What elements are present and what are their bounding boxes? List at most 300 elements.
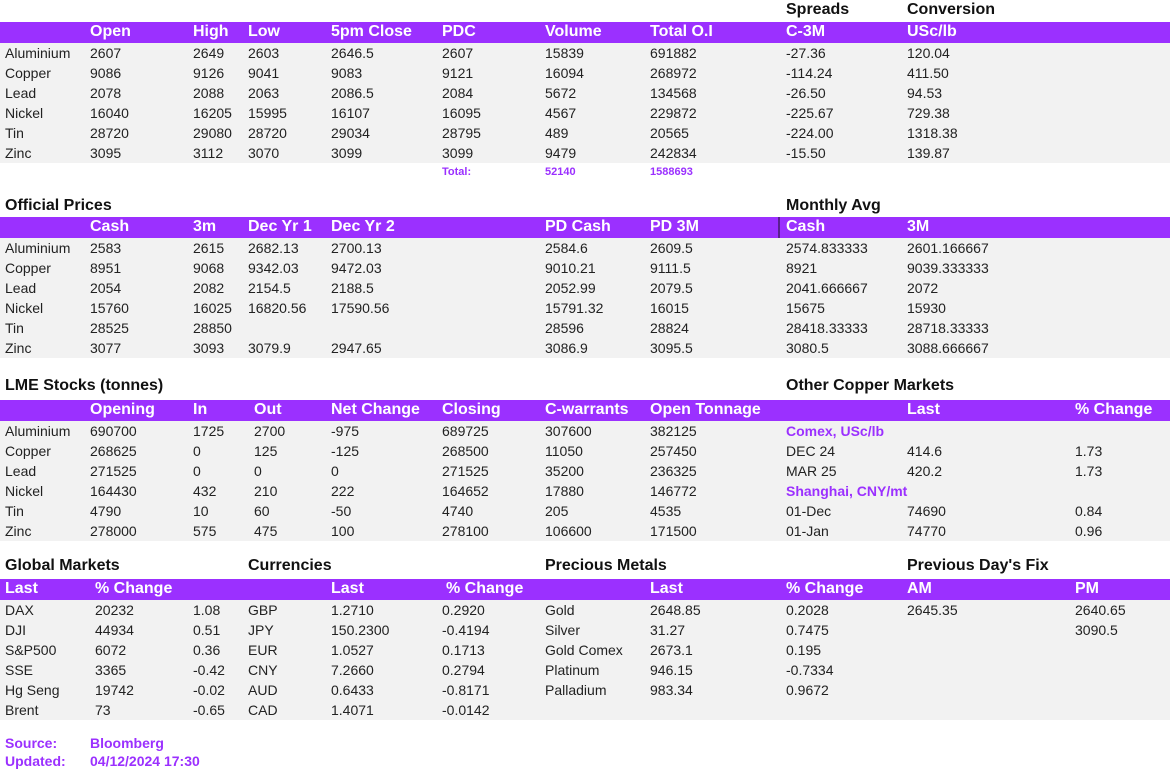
column-header: Last [650, 580, 683, 597]
copper-change: 0.84 [1075, 503, 1103, 519]
market-row [0, 660, 1170, 680]
price-cell: 2607 [442, 45, 474, 61]
price-cell: 3095 [90, 145, 122, 161]
market-row [0, 620, 1170, 640]
stock-cell: 205 [545, 503, 569, 519]
lme-stocks-title: LME Stocks (tonnes) [5, 377, 164, 394]
fix-pm: 3090.5 [1075, 622, 1118, 638]
price-cell: 3093 [193, 340, 225, 356]
price-cell: 9039.333333 [907, 260, 989, 276]
price-cell: 9111.5 [650, 260, 691, 276]
price-cell: 15995 [248, 105, 287, 121]
price-cell: 2583 [90, 240, 122, 256]
market-row [0, 640, 1170, 660]
price-cell: 2609.5 [650, 240, 693, 256]
source-label: Source: [5, 735, 58, 751]
price-cell: 2052.99 [545, 280, 596, 296]
updated-value: 04/12/2024 17:30 [90, 753, 200, 769]
prices-header [0, 22, 1170, 43]
stock-cell: 575 [193, 523, 217, 539]
stocks-header [0, 400, 1170, 421]
metal-name: Lead [5, 85, 37, 101]
price-cell: 9041 [248, 65, 280, 81]
price-cell: 2682.13 [248, 240, 299, 256]
price-row [0, 43, 1170, 63]
price-cell: 28718.33333 [907, 320, 989, 336]
price-cell: 9086 [90, 65, 122, 81]
stock-cell: 432 [193, 483, 217, 499]
price-cell: 2079.5 [650, 280, 693, 296]
price-cell: 3080.5 [786, 340, 829, 356]
fix-am: 2645.35 [907, 602, 958, 618]
price-row [0, 143, 1170, 163]
currency-last: 1.0527 [331, 642, 374, 658]
price-row [0, 63, 1170, 83]
price-cell: 2082 [193, 280, 225, 296]
stock-cell: 10 [193, 503, 209, 519]
price-cell: 16107 [331, 105, 370, 121]
price-cell: 15760 [90, 300, 129, 316]
index-last: 73 [95, 702, 111, 718]
price-cell: 28596 [545, 320, 584, 336]
metal-name: Gold [545, 602, 575, 618]
copper-market-label: 01-Dec [786, 503, 832, 519]
price-cell: 16205 [193, 105, 232, 121]
metal-change: -0.7334 [786, 662, 834, 678]
price-cell: 8951 [90, 260, 122, 276]
price-cell: -27.36 [786, 45, 826, 61]
price-row [0, 103, 1170, 123]
index-last: 20232 [95, 602, 134, 618]
copper-last: 74690 [907, 503, 946, 519]
column-header: % Change [1075, 401, 1153, 418]
stock-cell: 475 [254, 523, 278, 539]
column-header: Opening [90, 401, 155, 418]
price-cell: 1318.38 [907, 125, 958, 141]
column-header: C-3M [786, 23, 826, 40]
price-cell: 2041.666667 [786, 280, 868, 296]
price-cell: 3079.9 [248, 340, 291, 356]
metal-name: Palladium [545, 682, 607, 698]
source-value: Bloomberg [90, 735, 164, 751]
previous-fix-title: Previous Day's Fix [907, 557, 1049, 574]
currency-code: AUD [248, 682, 278, 698]
official-row [0, 298, 1170, 318]
copper-change: 0.96 [1075, 523, 1103, 539]
price-cell: 2649 [193, 45, 225, 61]
stock-cell: 268625 [90, 443, 137, 459]
price-cell: 15675 [786, 300, 825, 316]
stock-cell: 268500 [442, 443, 489, 459]
stock-row [0, 441, 1170, 461]
official-prices-title: Official Prices [5, 197, 112, 214]
price-cell: 2603 [248, 45, 280, 61]
conversion-title: Conversion [907, 1, 996, 18]
stock-cell: 35200 [545, 463, 584, 479]
column-header: AM [907, 580, 932, 597]
column-header: C-warrants [545, 401, 629, 418]
price-cell: 17590.56 [331, 300, 390, 316]
metal-name: Lead [5, 463, 37, 479]
stock-cell: 382125 [650, 423, 697, 439]
stock-cell: 278100 [442, 523, 489, 539]
price-cell: 16095 [442, 105, 481, 121]
index-last: 44934 [95, 622, 134, 638]
metal-name: Zinc [5, 523, 32, 539]
stock-cell: 171500 [650, 523, 697, 539]
price-cell: 15839 [545, 45, 584, 61]
stock-row [0, 461, 1170, 481]
index-change: 0.51 [193, 622, 221, 638]
price-cell: 28824 [650, 320, 689, 336]
metal-change: 0.2028 [786, 602, 829, 618]
column-header: PD 3M [650, 218, 699, 235]
price-cell: 3088.666667 [907, 340, 989, 356]
column-header: % Change [95, 580, 173, 597]
column-header: Last [5, 580, 38, 597]
price-cell: 2188.5 [331, 280, 374, 296]
stock-cell: 11050 [545, 443, 583, 459]
price-cell: 9010.21 [545, 260, 596, 276]
stock-row [0, 521, 1170, 541]
column-header: Dec Yr 2 [331, 218, 395, 235]
column-header: Cash [90, 218, 130, 235]
price-cell: 8921 [786, 260, 818, 276]
price-cell: 20565 [650, 125, 689, 141]
price-cell: 2078 [90, 85, 122, 101]
metal-name: Nickel [5, 105, 44, 121]
price-cell: 28850 [193, 320, 232, 336]
price-cell: 411.50 [907, 65, 949, 81]
column-header: Volume [545, 23, 602, 40]
official-row [0, 318, 1170, 338]
price-cell: 29080 [193, 125, 232, 141]
price-cell: 15791.32 [545, 300, 604, 316]
price-cell: 3086.9 [545, 340, 588, 356]
currency-last: 1.2710 [331, 602, 374, 618]
metal-name: Nickel [5, 300, 44, 316]
price-cell: 2700.13 [331, 240, 382, 256]
price-cell: -114.24 [786, 65, 833, 81]
currency-code: CAD [248, 702, 278, 718]
metal-name: Copper [5, 443, 51, 459]
metal-name: Tin [5, 125, 24, 141]
stock-cell: 0 [193, 463, 201, 479]
price-cell: 268972 [650, 65, 697, 81]
stock-cell: 210 [254, 483, 278, 499]
stock-cell: -975 [331, 423, 360, 439]
stock-cell: 60 [254, 503, 270, 519]
price-cell: 242834 [650, 145, 697, 161]
total-label: Total: [442, 166, 472, 178]
stock-cell: 4740 [442, 503, 474, 519]
column-header: Cash [786, 218, 826, 235]
currency-code: GBP [248, 602, 278, 618]
metal-name: Zinc [5, 340, 32, 356]
index-name: SSE [5, 662, 34, 678]
stock-row [0, 501, 1170, 521]
metal-last: 2673.1 [650, 642, 693, 658]
monthly-avg-title: Monthly Avg [786, 197, 881, 214]
price-cell: 2154.5 [248, 280, 291, 296]
price-cell: 15930 [907, 300, 946, 316]
currency-change: -0.0142 [442, 702, 490, 718]
metal-name: Copper [5, 65, 51, 81]
column-header: Last [331, 580, 364, 597]
price-cell: 3070 [248, 145, 280, 161]
official-row [0, 238, 1170, 258]
column-header: Open Tonnage [650, 401, 761, 418]
metal-name: Aluminium [5, 240, 71, 256]
stock-cell: 0 [254, 463, 262, 479]
price-cell: 9479 [545, 145, 577, 161]
header-separator [778, 217, 780, 238]
column-header: In [193, 401, 208, 418]
price-cell: -15.50 [786, 145, 826, 161]
price-cell: 139.87 [907, 145, 950, 161]
column-header: Dec Yr 1 [248, 218, 312, 235]
index-last: 19742 [95, 682, 134, 698]
metal-change: 0.9672 [786, 682, 829, 698]
currency-code: JPY [248, 622, 274, 638]
index-change: 0.36 [193, 642, 221, 658]
stock-cell: 307600 [545, 423, 592, 439]
column-header: Out [254, 401, 282, 418]
index-name: Brent [5, 702, 39, 718]
market-row [0, 680, 1170, 700]
updated-label: Updated: [5, 753, 66, 769]
price-cell: 729.38 [907, 105, 950, 121]
metal-name: Copper [5, 260, 51, 276]
column-header: PDC [442, 23, 476, 40]
price-cell: 2601.166667 [907, 240, 989, 256]
market-row [0, 600, 1170, 620]
metal-change: 0.7475 [786, 622, 829, 638]
price-cell: 2646.5 [331, 45, 374, 61]
metal-name: Lead [5, 280, 37, 296]
stock-cell: 1725 [193, 423, 225, 439]
column-header: 5pm Close [331, 23, 412, 40]
index-name: DJI [5, 622, 26, 638]
price-cell: 2086.5 [331, 85, 374, 101]
stock-cell: 125 [254, 443, 278, 459]
currencies-title: Currencies [248, 557, 332, 574]
column-header: PM [1075, 580, 1099, 597]
stock-cell: -50 [331, 503, 352, 519]
official-header [0, 217, 1170, 238]
price-cell: 489 [545, 125, 569, 141]
metal-name: Nickel [5, 483, 44, 499]
index-last: 3365 [95, 662, 127, 678]
copper-change: 1.73 [1075, 443, 1103, 459]
column-header: Open [90, 23, 131, 40]
metal-change: 0.195 [786, 642, 822, 658]
price-cell: 2607 [90, 45, 122, 61]
price-cell: 134568 [650, 85, 697, 101]
price-cell: 3112 [193, 145, 224, 161]
stock-cell: 146772 [650, 483, 697, 499]
copper-last: 420.2 [907, 463, 943, 479]
stock-cell: 2700 [254, 423, 286, 439]
price-cell: 2088 [193, 85, 225, 101]
metal-name: Tin [5, 320, 24, 336]
stock-cell: -125 [331, 443, 360, 459]
currency-code: EUR [248, 642, 278, 658]
currency-code: CNY [248, 662, 278, 678]
other-copper-title: Other Copper Markets [786, 377, 955, 394]
price-cell: 120.04 [907, 45, 950, 61]
metal-name: Silver [545, 622, 581, 638]
price-cell: 3095.5 [650, 340, 693, 356]
price-cell: 2084 [442, 85, 474, 101]
stock-cell: 164430 [90, 483, 137, 499]
currency-change: -0.8171 [442, 682, 490, 698]
metal-last: 2648.85 [650, 602, 701, 618]
price-cell: -26.50 [786, 85, 826, 101]
index-change: -0.42 [193, 662, 225, 678]
column-header: USc/lb [907, 23, 957, 40]
stock-cell: 0 [193, 443, 201, 459]
currency-last: 7.2660 [331, 662, 374, 678]
price-cell: 5672 [545, 85, 577, 101]
price-cell: 16040 [90, 105, 129, 121]
price-cell: 9121 [442, 65, 474, 81]
column-header: Net Change [331, 401, 420, 418]
copper-market-label: Shanghai, CNY/mt [786, 483, 908, 499]
total-volume: 52140 [545, 166, 576, 178]
metal-name: Aluminium [5, 45, 71, 61]
column-header: PD Cash [545, 218, 611, 235]
totals-row [0, 163, 1170, 181]
stock-cell: 278000 [90, 523, 137, 539]
column-header: Last [907, 401, 940, 418]
metal-name: Gold Comex [545, 642, 623, 658]
global-markets-title: Global Markets [5, 557, 120, 574]
official-row [0, 258, 1170, 278]
metal-name: Zinc [5, 145, 32, 161]
stock-cell: 690700 [90, 423, 137, 439]
column-header: % Change [786, 580, 864, 597]
metal-name: Platinum [545, 662, 600, 678]
copper-market-label: Comex, USc/lb [786, 423, 885, 439]
price-cell: 28720 [248, 125, 287, 141]
price-cell: 29034 [331, 125, 370, 141]
price-cell: 28525 [90, 320, 129, 336]
price-cell: 16015 [650, 300, 689, 316]
stock-row [0, 421, 1170, 441]
column-header: Low [248, 23, 280, 40]
currency-change: 0.1713 [442, 642, 485, 658]
copper-last: 414.6 [907, 443, 943, 459]
column-header: 3m [193, 218, 217, 235]
stock-cell: 257450 [650, 443, 697, 459]
currency-change: -0.4194 [442, 622, 490, 638]
price-cell: -225.67 [786, 105, 834, 121]
price-cell: 16094 [545, 65, 584, 81]
official-row [0, 338, 1170, 358]
stock-cell: 222 [331, 483, 355, 499]
price-cell: 28795 [442, 125, 481, 141]
price-cell: 9472.03 [331, 260, 382, 276]
price-cell: 94.53 [907, 85, 943, 101]
stock-cell: 271525 [90, 463, 137, 479]
metal-last: 983.34 [650, 682, 693, 698]
metal-name: Tin [5, 503, 24, 519]
currency-last: 0.6433 [331, 682, 374, 698]
price-cell: 4567 [545, 105, 577, 121]
fix-pm: 2640.65 [1075, 602, 1126, 618]
total-oi: 1588693 [650, 166, 693, 178]
stock-cell: 4535 [650, 503, 682, 519]
price-cell: 2063 [248, 85, 280, 101]
currency-change: 0.2794 [442, 662, 485, 678]
stock-cell: 164652 [442, 483, 489, 499]
price-cell: 3099 [331, 145, 363, 161]
precious-metals-title: Precious Metals [545, 557, 667, 574]
copper-market-label: 01-Jan [786, 523, 829, 539]
column-header: % Change [446, 580, 524, 597]
index-change: -0.65 [193, 702, 225, 718]
price-cell: 691882 [650, 45, 697, 61]
market-row [0, 700, 1170, 720]
stock-cell: 689725 [442, 423, 489, 439]
index-change: -0.02 [193, 682, 225, 698]
stock-row [0, 481, 1170, 501]
index-name: S&P500 [5, 642, 57, 658]
copper-market-label: DEC 24 [786, 443, 836, 459]
metal-last: 31.27 [650, 622, 686, 638]
price-cell: 28720 [90, 125, 129, 141]
price-cell: 2054 [90, 280, 122, 296]
stock-cell: 4790 [90, 503, 122, 519]
official-row [0, 278, 1170, 298]
price-cell: 9126 [193, 65, 225, 81]
stock-cell: 100 [331, 523, 355, 539]
currency-change: 0.2920 [442, 602, 485, 618]
index-last: 6072 [95, 642, 127, 658]
index-change: 1.08 [193, 602, 221, 618]
copper-market-label: MAR 25 [786, 463, 837, 479]
currency-last: 150.2300 [331, 622, 390, 638]
price-cell: 16025 [193, 300, 232, 316]
stock-cell: 236325 [650, 463, 697, 479]
price-cell: -224.00 [786, 125, 834, 141]
column-header: High [193, 23, 229, 40]
markets-header [0, 579, 1170, 600]
index-name: DAX [5, 602, 34, 618]
price-cell: 229872 [650, 105, 697, 121]
metal-name: Aluminium [5, 423, 71, 439]
stock-cell: 17880 [545, 483, 584, 499]
price-cell: 2947.65 [331, 340, 382, 356]
index-name: Hg Seng [5, 682, 60, 698]
price-cell: 9342.03 [248, 260, 299, 276]
price-cell: 3077 [90, 340, 122, 356]
column-header: 3M [907, 218, 930, 235]
copper-change: 1.73 [1075, 463, 1103, 479]
price-cell: 2615 [193, 240, 225, 256]
price-cell: 3099 [442, 145, 474, 161]
column-header: Total O.I [650, 23, 713, 40]
stock-cell: 106600 [545, 523, 592, 539]
metal-last: 946.15 [650, 662, 693, 678]
price-cell: 9083 [331, 65, 363, 81]
price-cell: 16820.56 [248, 300, 307, 316]
copper-last: 74770 [907, 523, 946, 539]
price-cell: 9068 [193, 260, 225, 276]
stock-cell: 0 [331, 463, 339, 479]
price-row [0, 123, 1170, 143]
